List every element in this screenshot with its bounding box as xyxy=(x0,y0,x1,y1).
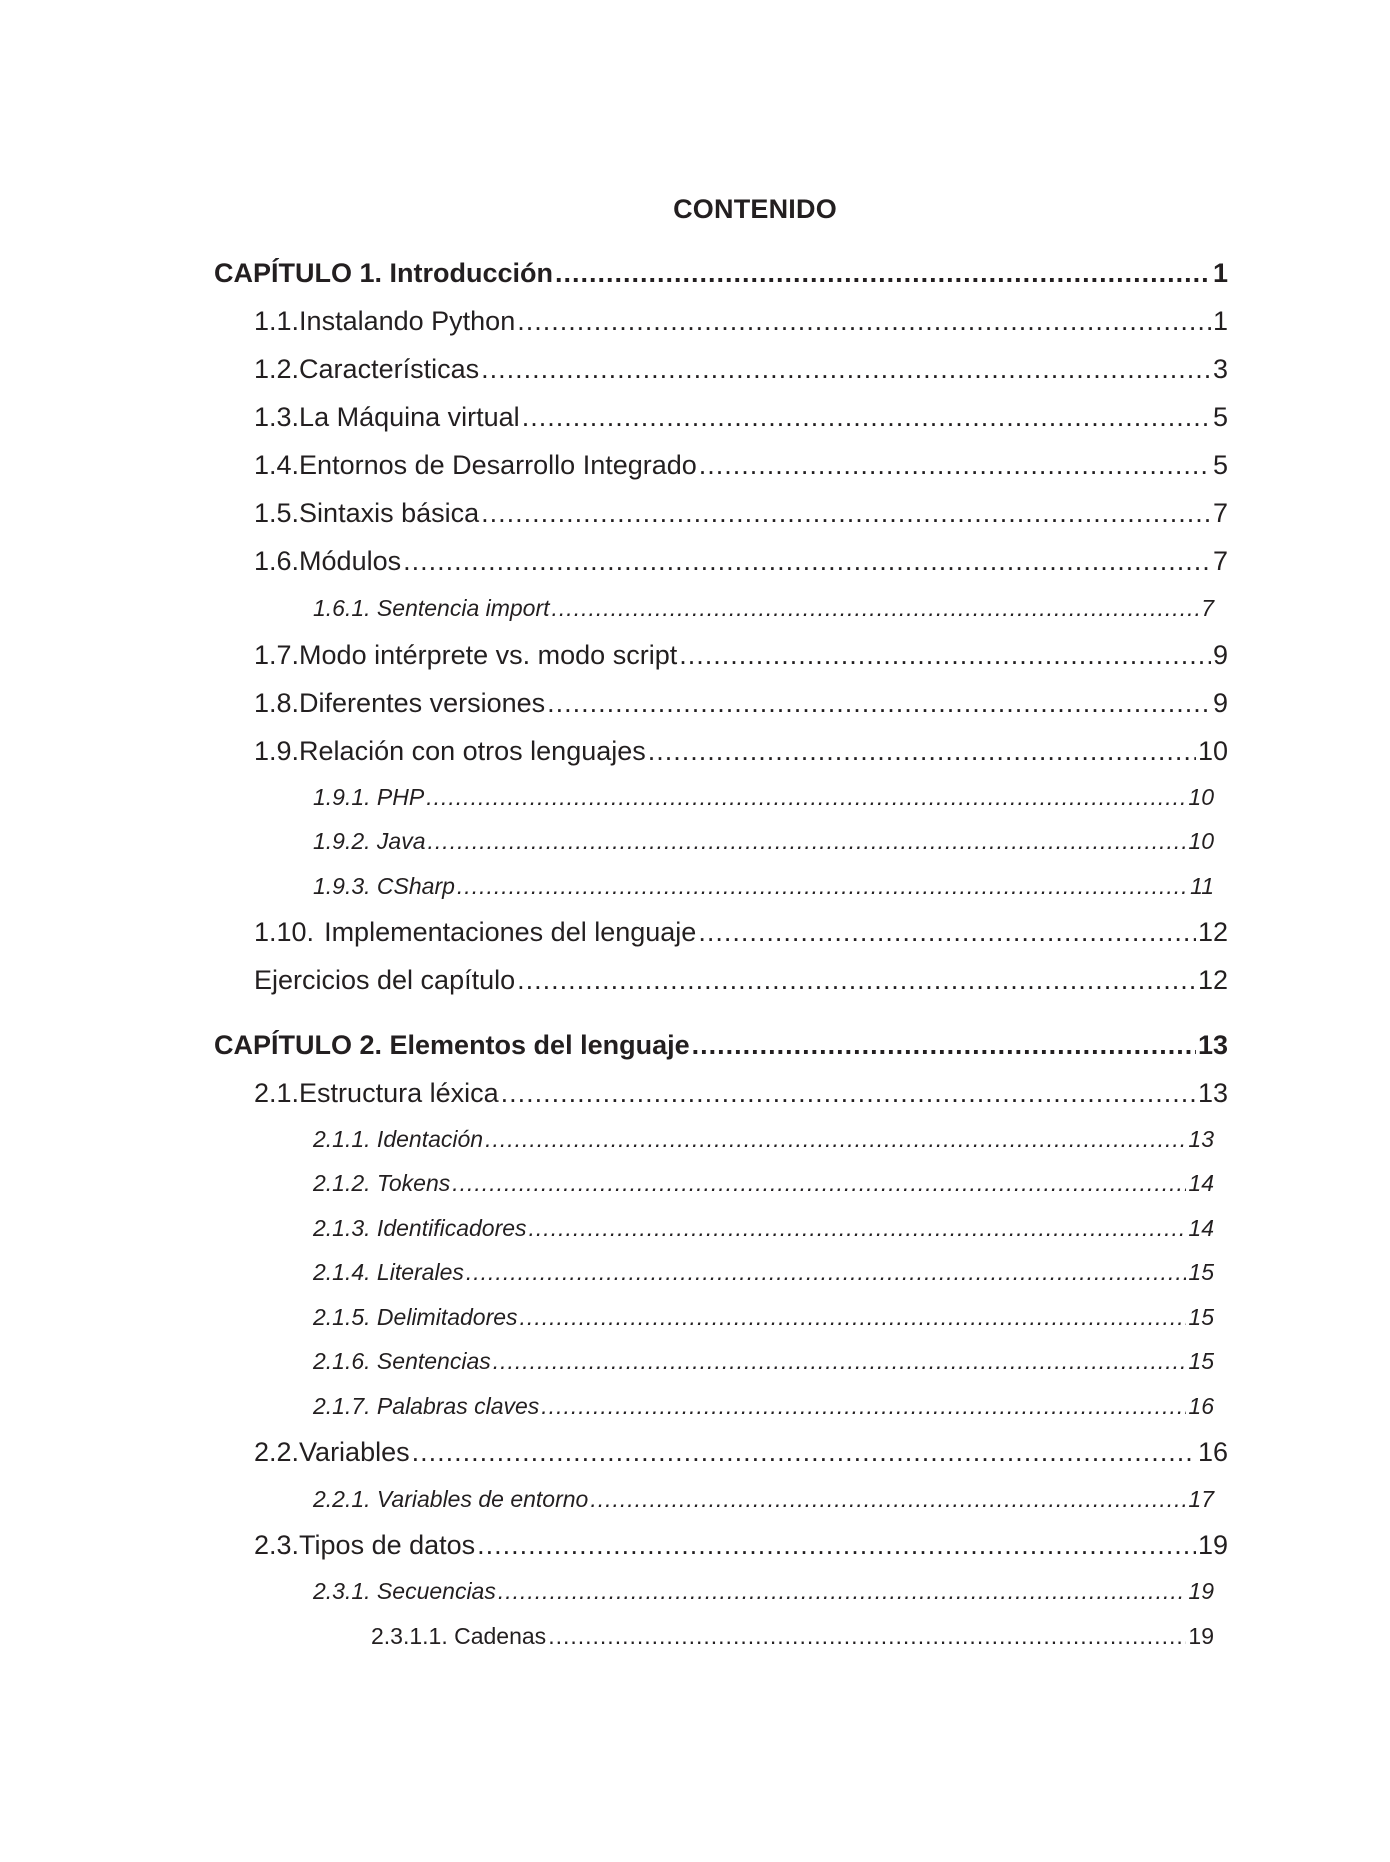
toc-entry-label: Instalando Python xyxy=(299,306,516,336)
toc-entry-page: 15 xyxy=(1188,1304,1214,1330)
toc-entry-page: 13 xyxy=(1197,1078,1228,1108)
toc-entry-2-2-1[interactable] xyxy=(313,1484,1214,1514)
toc-entry-1-9-1[interactable] xyxy=(313,782,1214,812)
toc-entry-2-1[interactable] xyxy=(254,1076,1228,1110)
toc-entry-page: 14 xyxy=(1188,1215,1214,1241)
toc-entry-page: 19 xyxy=(1188,1578,1214,1604)
toc-entry-page: 5 xyxy=(1212,450,1228,480)
toc-entry-label: CAPÍTULO 2. Elementos del lenguaje xyxy=(214,1030,690,1060)
dot-leader xyxy=(466,1257,1187,1287)
toc-entry-label: Ejercicios del capítulo xyxy=(254,965,516,995)
toc-entry-label: Relación con otros lenguajes xyxy=(299,736,646,766)
toc-entry-number: 1.5. xyxy=(254,498,300,528)
toc-entry-number: 1.8. xyxy=(254,688,300,718)
toc-entry-1-7[interactable] xyxy=(254,638,1228,672)
dot-leader xyxy=(501,1076,1196,1110)
dot-leader xyxy=(520,1302,1187,1332)
toc-entry-label: 2.1.4. Literales xyxy=(313,1259,464,1285)
toc-entry-label: Variables xyxy=(299,1437,410,1467)
toc-entry-label: 2.1.2. Tokens xyxy=(313,1170,451,1196)
toc-entry-1-2[interactable] xyxy=(254,352,1228,386)
toc-entry-number: 2.2. xyxy=(254,1437,300,1467)
toc-entry-number: 2.1. xyxy=(254,1078,300,1108)
toc-entry-page: 11 xyxy=(1190,873,1214,899)
dot-leader xyxy=(648,734,1196,768)
toc-entry-2-1-1[interactable] xyxy=(313,1124,1214,1154)
dot-leader xyxy=(679,638,1211,672)
toc-entry-page: 14 xyxy=(1188,1170,1214,1196)
dot-leader xyxy=(699,448,1211,482)
toc-entry-page: 13 xyxy=(1197,1030,1228,1060)
toc-entry-label: Tipos de datos xyxy=(299,1530,476,1560)
toc-entry-2-3-1[interactable] xyxy=(313,1576,1214,1606)
toc-entry-label: 2.1.3. Identificadores xyxy=(313,1215,527,1241)
toc-entry-ejercicios-1[interactable] xyxy=(254,963,1228,997)
toc-entry-1-9-2[interactable] xyxy=(313,826,1214,856)
dot-leader xyxy=(481,496,1211,530)
toc-entry-number: 1.9. xyxy=(254,736,300,766)
toc-entry-page: 3 xyxy=(1212,354,1228,384)
dot-leader xyxy=(477,1528,1196,1562)
toc-entry-label: 2.1.1. Identación xyxy=(313,1126,484,1152)
dot-leader xyxy=(555,256,1211,290)
toc-entry-page: 12 xyxy=(1197,965,1228,995)
toc-entry-label: 1.9.3. CSharp xyxy=(313,873,455,899)
toc-entry-page: 16 xyxy=(1188,1393,1214,1419)
toc-entry-label: La Máquina virtual xyxy=(299,402,520,432)
toc-entry-label: 2.1.7. Palabras claves xyxy=(313,1393,540,1419)
toc-entry-number: 1.7. xyxy=(254,640,300,670)
toc-entry-label: Diferentes versiones xyxy=(299,688,546,718)
toc-entry-number: 1.6. xyxy=(254,546,300,576)
toc-entry-chapter-1[interactable] xyxy=(214,256,1228,290)
toc-entry-2-1-2[interactable] xyxy=(313,1168,1214,1198)
toc-entry-2-1-6[interactable] xyxy=(313,1346,1214,1376)
toc-entry-number: 2.3. xyxy=(254,1530,300,1560)
toc-entry-label: Características xyxy=(299,354,480,384)
toc-entry-1-5[interactable] xyxy=(254,496,1228,530)
toc-entry-page: 7 xyxy=(1212,498,1228,528)
toc-entry-label: Implementaciones del lenguaje xyxy=(324,917,697,947)
toc-entry-1-10[interactable] xyxy=(254,915,1228,949)
toc-entry-1-8[interactable] xyxy=(254,686,1228,720)
dot-leader xyxy=(426,782,1186,812)
toc-entry-label: 2.2.1. Variables de entorno xyxy=(313,1486,589,1512)
dot-leader xyxy=(548,1621,1186,1651)
toc-entry-number: 1.10. xyxy=(254,917,315,947)
toc-entry-page: 9 xyxy=(1212,688,1228,718)
toc-entry-label: 2.3.1. Secuencias xyxy=(313,1578,496,1604)
dot-leader xyxy=(412,1435,1196,1469)
toc-entry-1-1[interactable] xyxy=(254,304,1228,338)
toc-entry-2-1-3[interactable] xyxy=(313,1213,1214,1243)
toc-entry-1-4[interactable] xyxy=(254,448,1228,482)
toc-entry-page: 12 xyxy=(1197,917,1228,947)
toc-entry-label: Sintaxis básica xyxy=(299,498,480,528)
toc-entry-label: Entornos de Desarrollo Integrado xyxy=(299,450,697,480)
dot-leader xyxy=(457,871,1188,901)
toc-entry-label: 2.1.6. Sentencias xyxy=(313,1348,491,1374)
toc-entry-label: 2.1.5. Delimitadores xyxy=(313,1304,518,1330)
toc-entry-label: 1.9.1. PHP xyxy=(313,784,425,810)
toc-entry-number: 1.3. xyxy=(254,402,300,432)
toc-entry-label: CAPÍTULO 1. Introducción xyxy=(214,258,554,288)
toc-entry-2-1-5[interactable] xyxy=(313,1302,1214,1332)
dot-leader xyxy=(590,1484,1186,1514)
toc-entry-page: 13 xyxy=(1188,1126,1214,1152)
toc-entry-page: 10 xyxy=(1197,736,1228,766)
toc-entry-1-3[interactable] xyxy=(254,400,1228,434)
dot-leader xyxy=(698,915,1196,949)
toc-entry-label: 2.3.1.1. Cadenas xyxy=(371,1623,547,1649)
toc-entry-2-2[interactable] xyxy=(254,1435,1228,1469)
dot-leader xyxy=(452,1168,1186,1198)
toc-title: CONTENIDO xyxy=(673,194,837,224)
toc-entry-page: 1 xyxy=(1212,306,1228,336)
toc-entry-label: 1.6.1. Sentencia import xyxy=(313,595,550,621)
toc-entry-label: Módulos xyxy=(299,546,402,576)
dot-leader xyxy=(522,400,1211,434)
toc-entry-chapter-2[interactable] xyxy=(214,1028,1228,1062)
toc-entry-number: 1.1. xyxy=(254,306,300,336)
toc-entry-page: 1 xyxy=(1212,258,1228,288)
toc-entry-number: 1.4. xyxy=(254,450,300,480)
toc-entry-label: 1.9.2. Java xyxy=(313,828,426,854)
toc-entry-1-6[interactable] xyxy=(254,544,1228,578)
toc-entry-2-3[interactable] xyxy=(254,1528,1228,1562)
toc-entry-page: 7 xyxy=(1201,595,1214,621)
toc-entry-page: 10 xyxy=(1188,784,1214,810)
dot-leader xyxy=(403,544,1211,578)
toc-entry-page: 15 xyxy=(1188,1259,1214,1285)
dot-leader xyxy=(517,304,1211,338)
dot-leader xyxy=(485,1124,1186,1154)
dot-leader xyxy=(481,352,1211,386)
toc-entry-1-9[interactable] xyxy=(254,734,1228,768)
toc-entry-1-9-3[interactable] xyxy=(313,871,1214,901)
toc-entry-page: 9 xyxy=(1212,640,1228,670)
dot-leader xyxy=(547,686,1211,720)
toc-entry-page: 19 xyxy=(1188,1623,1214,1649)
dot-leader xyxy=(517,963,1196,997)
toc-entry-2-1-4[interactable] xyxy=(313,1257,1214,1287)
toc-entry-page: 7 xyxy=(1212,546,1228,576)
toc-entry-1-6-1[interactable] xyxy=(313,593,1214,623)
toc-entry-page: 17 xyxy=(1188,1486,1214,1512)
toc-entry-label: Estructura léxica xyxy=(299,1078,499,1108)
toc-entry-2-1-7[interactable] xyxy=(313,1391,1214,1421)
toc-entry-2-3-1-1[interactable] xyxy=(371,1621,1214,1651)
dot-leader xyxy=(498,1576,1187,1606)
toc-entry-number: 1.2. xyxy=(254,354,300,384)
toc-entry-page: 16 xyxy=(1197,1437,1228,1467)
dot-leader xyxy=(428,826,1187,856)
dot-leader xyxy=(529,1213,1187,1243)
toc-entry-page: 10 xyxy=(1188,828,1214,854)
toc-entry-page: 15 xyxy=(1188,1348,1214,1374)
toc-entry-page: 5 xyxy=(1212,402,1228,432)
dot-leader xyxy=(552,593,1200,623)
dot-leader xyxy=(493,1346,1187,1376)
dot-leader xyxy=(541,1391,1186,1421)
toc-entry-page: 19 xyxy=(1197,1530,1228,1560)
toc-entry-label: Modo intérprete vs. modo script xyxy=(299,640,678,670)
dot-leader xyxy=(692,1028,1196,1062)
